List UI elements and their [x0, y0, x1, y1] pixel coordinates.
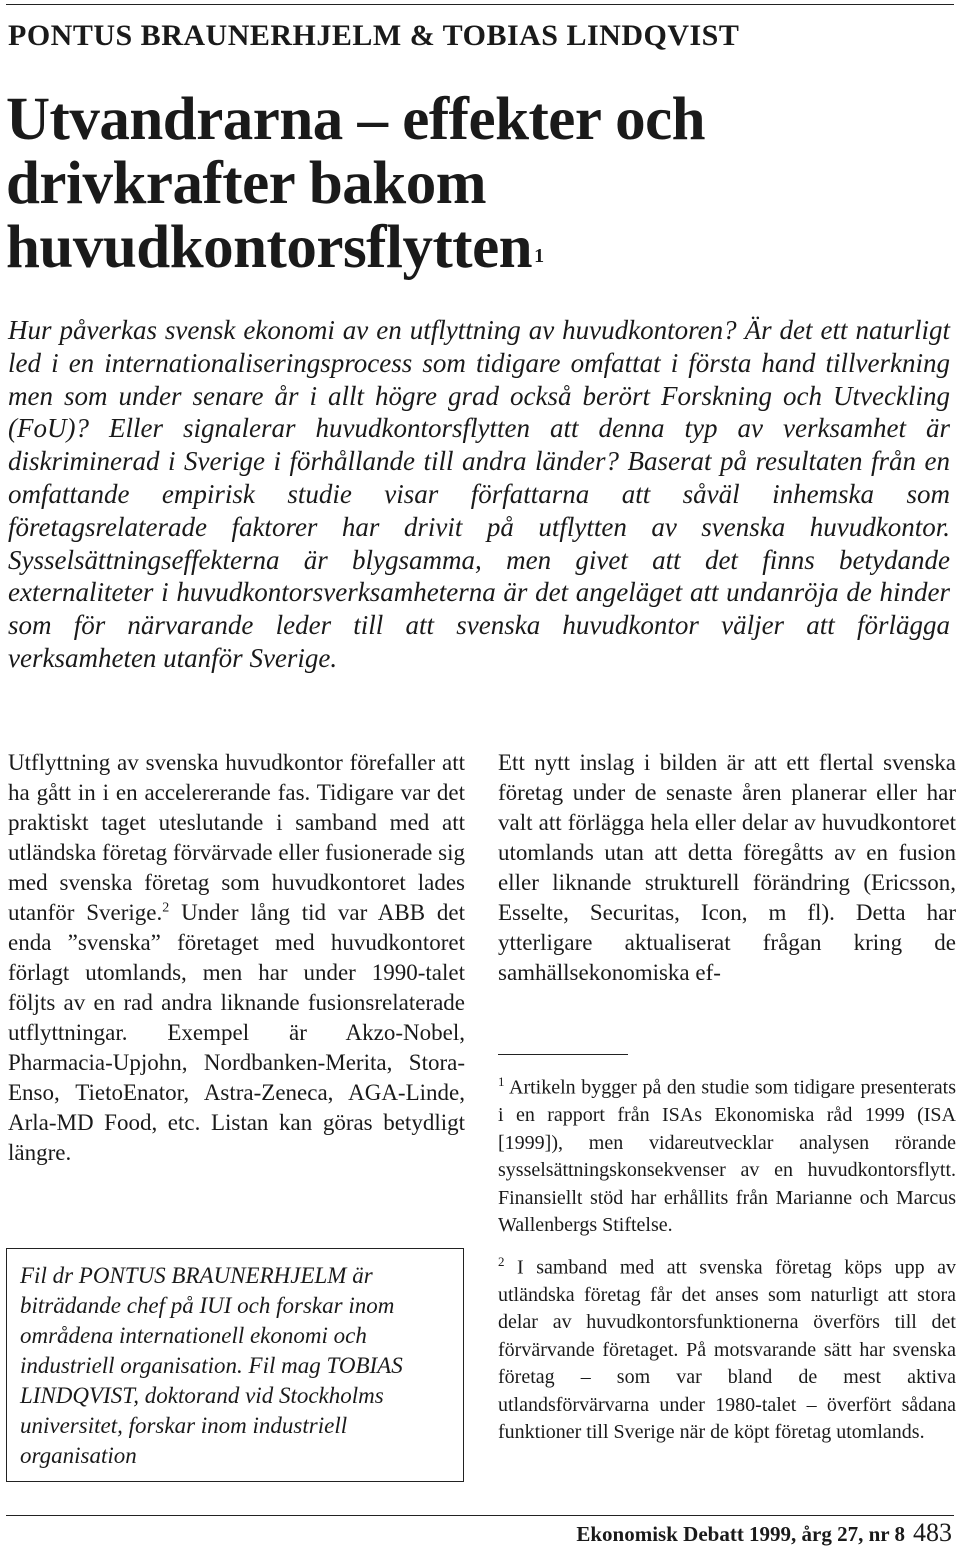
page-number: 483: [913, 1518, 952, 1547]
body-column-2: [498, 748, 956, 988]
page-footer: [576, 1518, 952, 1548]
article-title: [6, 88, 946, 280]
ingress-text: Hur påverkas svensk ekonomi av en utflyttning av huvudkontoren? Är det ett naturligt led i en internationaliseringsprocess som tidigare omfattat i första hand tillverkning men som under senare år i allt högre grad också berört Forskning och Utveckling (FoU)? Eller signalerar huvudkontorsflytten att denna typ av verksamhet är diskriminerad i Sverige i förhållande till andra länder? Baserat på resultaten från en omfattande empirisk studie visar författarna att såväl inhemska som företagsrelaterade faktorer har drivit på utflytten av svenska huvudkontor. Sysselsättningseffekterna är blygsamma, men givet att det finns betydande externaliteter i huvudkontorsverksamheterna är det angeläget att undanröja de hinder som för närvarande leder till att svenska huvudkontor väljer att förlägga verksamheten utanför Sverige.: [8, 315, 950, 673]
title-text: Utvandrarna – effekter och drivkrafter bakom huvudkontorsflytten: [6, 86, 706, 281]
article-ingress: [8, 314, 950, 675]
footnote-number: 2: [498, 1253, 505, 1269]
footnote-rule: [498, 1054, 628, 1055]
bottom-rule: [6, 1515, 954, 1516]
body-text-col1a: Utflyttning av svenska huvudkontor förefaller att ha gått in i en accelererande fas. Tidigare var det praktiskt taget uteslutande i samband med att utländska företag förvärvade eller fusionerade sig med svenska företag som huvudkontoret lades utanför Sverige.: [8, 750, 465, 925]
author-bio-box: [6, 1248, 464, 1482]
top-rule: [6, 4, 954, 5]
title-footnote-ref[interactable]: 1: [534, 245, 544, 267]
footnote-text: Artikeln bygger på den studie som tidigare presenterats i en rapport från ISAs Ekonomiska råd 1999 (ISA [1999]), men vidareutvecklar analysen rörande sysselsättningskonsekvenser av en huvudkontorsflytt. Finansiellt stöd har erhållits från Marianne och Marcus Wallenbergs Stiftelse.: [498, 1076, 956, 1237]
footnote-ref-2[interactable]: 2: [162, 900, 170, 916]
footnotes: [498, 1068, 956, 1455]
body-text-col1b: Under lång tid var ABB det enda ”svenska” företaget med huvudkontoret förlagt utomlands, men har under 1990-talet följts av en rad andra liknande fusionsrelaterade utflyttningar. Exempel är Akzo-Nobel, Pharmacia-Upjohn, Nordbanken-Merita, Stora-Enso, TietoEnator, Astra-Zeneca, AGA-Linde, Arla-MD Food, etc. Listan kan göras betydligt längre.: [8, 900, 465, 1165]
body-text-col2: Ett nytt inslag i bilden är att ett flertal svenska företag under de senaste åren planerar eller har valt att förlägga hela eller delar av huvudkontoret utomlands utan att detta föregåtts av en fusion eller liknande strukturell förändring (Ericsson, Esselte, Securitas, Icon, m fl). Detta har ytterligare aktualiserat frågan kring de samhällsekonomiska ef-: [498, 750, 956, 985]
footnote-2: [498, 1248, 956, 1447]
footnote-text: I samband med att svenska företag köps upp av utländska företag får det anses som naturligt att stora delar av huvudkontorsfunktionerna överförs till det förvärvande företaget. På motsvarande sätt har svenska företag – som var bland de mest aktiva utlandsförvärvarna under 1980-talet – överfört sådana funktioner till Sverige när de köpt företag utomlands.: [498, 1256, 957, 1444]
author-bio-text: Fil dr PONTUS BRAUNERHJELM är biträdande chef på IUI och forskar inom områdena internationell ekonomi och industriell organisation. Fil mag TOBIAS LINDQVIST, doktorand vid Stockholms universitet, forskar inom industriell organisation: [20, 1263, 403, 1468]
body-paragraph: [8, 748, 465, 1168]
footnote-1: [498, 1068, 956, 1240]
journal-citation: Ekonomisk Debatt 1999, årg 27, nr 8: [576, 1522, 905, 1546]
author-header: PONTUS BRAUNERHJELM & TOBIAS LINDQVIST: [8, 19, 740, 52]
footnote-number: 1: [498, 1074, 505, 1089]
body-column-1: [8, 748, 465, 1168]
